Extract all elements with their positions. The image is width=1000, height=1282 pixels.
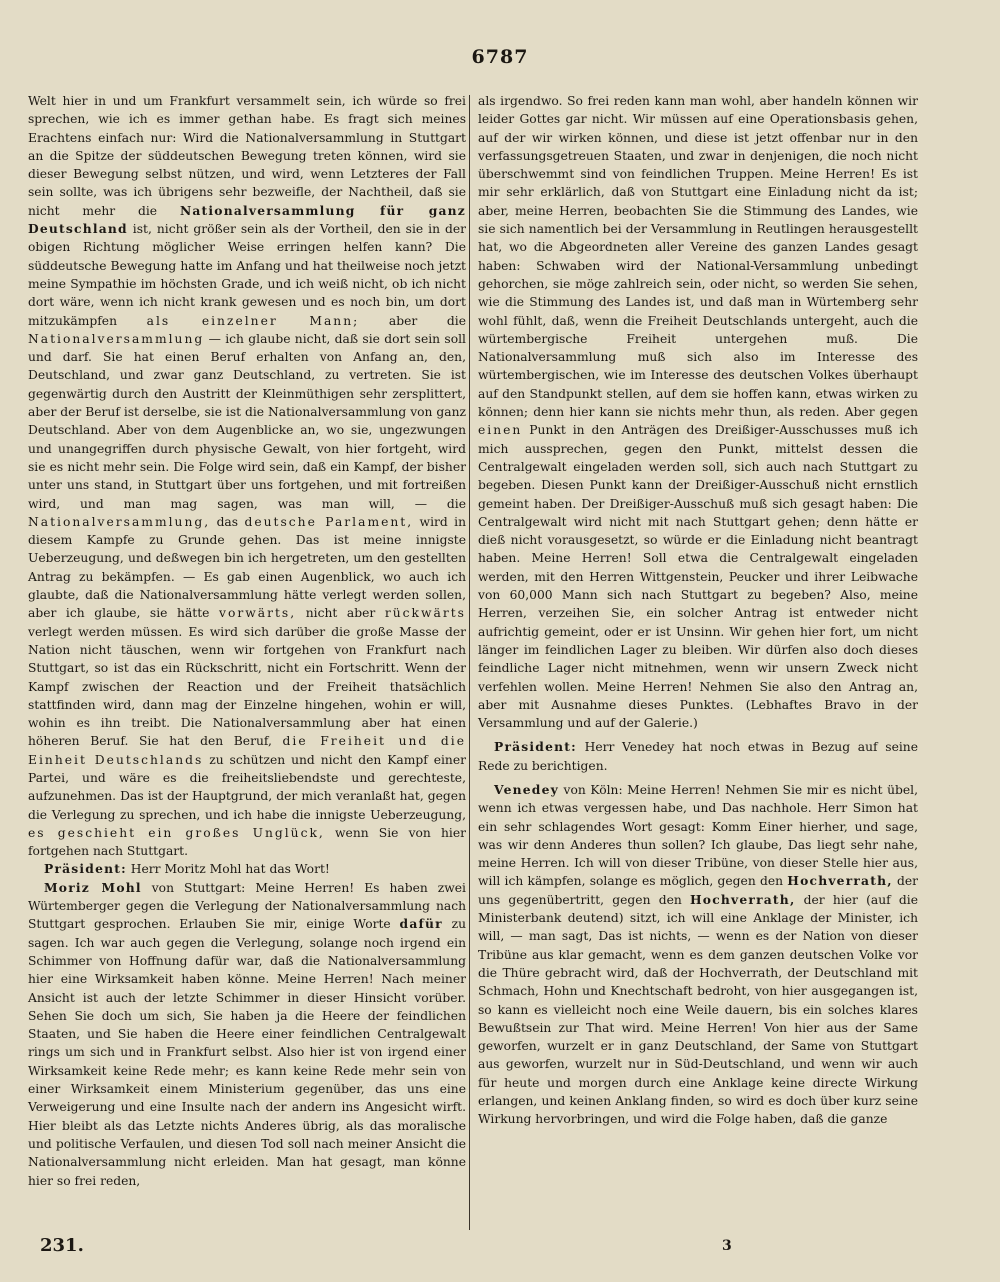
sheet-number: 231.: [40, 1235, 84, 1256]
page-number: 6787: [471, 46, 529, 68]
column-divider: [469, 95, 470, 1230]
speaker-name: Präsident:: [44, 861, 127, 877]
right-president-remark: Präsident: Herr Venedey hat noch etwas in Bezug auf seine Rede zu berichtigen.: [478, 739, 918, 773]
left-president-remark: Präsident: Herr Moritz Mohl hat das Wort!: [44, 861, 330, 877]
left-paragraph-continuation: Welt hier in und um Frankfurt versammelt sein, ich würde so frei sprechen, wie ich es immer gethan habe. Es fragt sich meines Erachtens einfach nur: Wird die Nationalversammlung in Stuttgart an die Spitze der süddeutschen Bewegung treten können, wird sie dieser Bewegung selbst nützen, und wird, wenn Letzteres der Fall sein sollte, was ich übrigens sehr bezweifle, der Nachtheil, daß sie nicht mehr die Nationalversammlung für ganz Deutschland ist, nicht größer sein als der Vortheil, den sie in der obigen Richtung möglicher Weise erringen helfen kann? Die süddeutsche Bewegung hatte im Anfang und hat theilweise noch jetzt meine Sympathie im höchsten Grade, und ich weiß nicht, ob ich nicht dort wäre, wenn ich nicht krank gewesen und es noch bin, um dort mitzukämpfen als einzelner Mann; aber die Nationalversammlung — ich glaube nicht, daß sie dort sein soll und darf. Sie hat einen Beruf erhalten von Anfang an, den, Deutschland, und zwar ganz Deutschland, zu vertreten. Sie ist gegenwärtig durch den Austritt der Kleinmüthigen sehr zersplittert, aber der Beruf ist derselbe, sie ist die Nationalversammlung von ganz Deutschland. Aber von dem Augenblicke an, wo sie, ungezwungen und unangegriffen durch physische Gewalt, von hier fortgeht, wird sie es nicht mehr sein. Die Folge wird sein, daß ein Kampf, der bisher unter uns stand, in Stuttgart über uns fortgehen, und mit fortreißen wird, und man mag sagen, was man will, — die Nationalversammlung, das deutsche Parlament, wird in diesem Kampfe zu Grunde gehen. Das ist meine innigste Ueberzeugung, und deßwegen bin ich hergetreten, um den gestellten Antrag zu bekämpfen. — Es gab einen Augenblick, wo auch ich glaubte, daß die Nationalversammlung hätte verlegt werden sollen, aber ich glaube, sie hätte vorwärts, nicht aber rückwärts verlegt werden müssen. Es wird sich darüber die große Masse der Nation nicht täuschen, wenn wir fortgehen von Frankfurt nach Stuttgart, so ist das ein Rückschritt, nicht ein Fortschritt. Wenn der Kampf zwischen der Reaction und der Freiheit thatsächlich stattfinden wird, dann mag der Einzelne hingehen, wohin er will, wohin es ihn treibt. Die Nationalversammlung aber hat einen höheren Beruf. Sie hat den Beruf, die Freiheit und die Einheit Deutschlands zu schützen und nicht den Kampf einer Partei, und wäre es die freiheitsliebendste und gerechteste, aufzunehmen. Das ist der Hauptgrund, der mich veranlaßt hat, gegen die Verlegung zu sprechen, und ich habe die innigste Ueberzeugung, es geschieht ein großes Unglück, wenn Sie von hier fortgehen nach Stuttgart.: [28, 94, 467, 859]
speaker-name: Präsident:: [494, 739, 577, 755]
right-paragraph-continuation: als irgendwo. So frei reden kann man wohl, aber handeln können wir leider Gottes gar nicht. Wir müssen auf eine Operationsbasis gehen, auf der wir wirken können, und diese ist jetzt offenbar nur in den verfassungsgetreuen Staaten, und zwar in denjenigen, die noch nicht überschwemmt sind von feindlichen Truppen. Meine Herren! Es ist mir sehr erklärlich, daß von Stuttgart eine Einladung nicht da ist; aber, meine Herren, beobachten Sie die Stimmung des Landes, wie sie sich namentlich bei der Versammlung in Reutlingen herausgestellt hat, wo die Abgeordneten aller Vereine des ganzen Landes gesagt haben: Schwaben wird der National-Versammlung unbedingt gehorchen, sie möge zahlreich sein, oder nicht, so werden Sie sehen, wie die Stimmung des Landes ist, und daß man in Würtemberg sehr wohl fühlt, daß, wenn die Freiheit Deutschlands untergeht, auch die würtembergische Freiheit untergehen muß. Die Nationalversammlung muß sich also im Interesse des würtembergischen, wie im Interesse des deutschen Volkes überhaupt auf den Standpunkt stellen, auf dem sie hoffen kann, etwas wirken zu können; denn hier kann sie nichts mehr thun, als reden. Aber gegen einen Punkt in den Anträgen des Dreißiger-Ausschusses muß ich mich aussprechen, gegen den Punkt, mittelst dessen die Centralgewalt eingeladen werden soll, sich auch nach Stuttgart zu begeben. Diesen Punkt kann der Dreißiger-Ausschuß nicht ernstlich gemeint haben. Der Dreißiger-Ausschuß muß sich gesagt haben: Die Centralgewalt wird nicht mit nach Stuttgart gehen; denn hätte er dieß nicht vorausgesetzt, so würde er die Einladung nicht beantragt haben. Meine Herren! Soll etwa die Centralgewalt eingeladen werden, mit den Herren Wittgenstein, Peucker und ihrer Leibwache von 60,000 Mann sich nach Stuttgart zu begeben? Also, meine Herren, verzeihen Sie, ein solcher Antrag ist entweder nicht aufrichtig gemeint, oder er ist Unsinn. Wir gehen hier fort, um nicht länger im feindlichen Lager zu bleiben. Wir dürfen also doch dieses feindliche Lager nicht mitnehmen, wenn wir unsern Zweck nicht verfehlen wollen. Meine Herren! Nehmen Sie also den Antrag an, aber mit Ausnahme dieses Punktes. (Lebhaftes Bravo in der Versammlung und auf der Galerie.): [478, 94, 918, 731]
right-speech-venedey: Venedey von Köln: Meine Herren! Nehmen Sie mir es nicht übel, wenn ich etwas vergessen habe, und Das nachhole. Herr Simon hat ein sehr schlagendes Wort gesagt: Komm Einer hierher, und sage, was wir denn Anderes thun sollen? Ich glaube, Das liegt sehr nahe, meine Herren. Ich will von dieser Tribüne, von dieser Stelle hier aus, will ich kämpfen, solange es möglich, gegen den Hochverrath, der uns gegenübertritt, gegen den Hochverrath, der hier (auf die Ministerbank deutend) sitzt, ich will eine Anklage der Minister, ich will, — man sagt, Das ist nichts, — wenn es der Nation von dieser Tribüne aus klar gemacht, wenn es dem ganzen deutschen Volke vor die Thüre gebracht wird, daß der Hochverrath, der Deutschland mit Schmach, Hohn und Knechtschaft bedroht, von hier ausgegangen ist, so kann es vielleicht noch eine Weile dauern, bis ein solches klares Bewußtsein zur That wird. Meine Herren! Von hier aus der Same geworfen, wurzelt er in ganz Deutschland, der Same von Stuttgart aus geworfen, wurzelt nur in Süd-Deutschland, und wenn wir auch für heute und morgen durch eine Anklage keine directe Wirkung erlangen, und keinen Anklang finden, so wird es doch über kurz seine Wirkung hervorbringen, und wird die Folge haben, daß die ganze: [478, 781, 918, 1127]
signature-mark: 3: [722, 1238, 732, 1254]
left-speech-mohl: Moriz Mohl von Stuttgart: Meine Herren! Es haben zwei Würtemberger gegen die Verlegung der Nationalversammlung nach Stuttgart gesprochen. Erlauben Sie mir, einige Worte dafür zu sagen. Ich war auch gegen die Verlegung, solange noch irgend ein Schimmer von Hoffnung dafür war, daß die Nationalversammlung hier eine Wirksamkeit haben könne. Meine Herren! Nach meiner Ansicht ist auch der letzte Schimmer in dieser Hinsicht vorüber. Sehen Sie doch um sich, Sie haben ja die Heere der feindlichen Staaten, und Sie haben die Heere einer feindlichen Centralgewalt rings um sich und in Frankfurt selbst. Also hier ist von irgend einer Wirksamkeit keine Rede mehr; es kann keine Rede mehr sein von einer Wirksamkeit einem Ministerium gegenüber, das uns eine Verweigerung und eine Insulte nach der andern ins Angesicht wirft. Hier bleibt als das Letzte nichts Anderes übrig, als das moralische und politische Verfaulen, und diesen Tod soll nach meiner Ansicht die Nationalversammlung nicht erleiden. Man hat gesagt, man könne hier so frei reden,: [28, 879, 466, 1188]
speaker-name: Moriz Mohl: [44, 879, 142, 895]
speaker-name: Venedey: [494, 781, 559, 797]
left-column: [28, 92, 466, 1190]
right-column: [478, 92, 918, 1129]
